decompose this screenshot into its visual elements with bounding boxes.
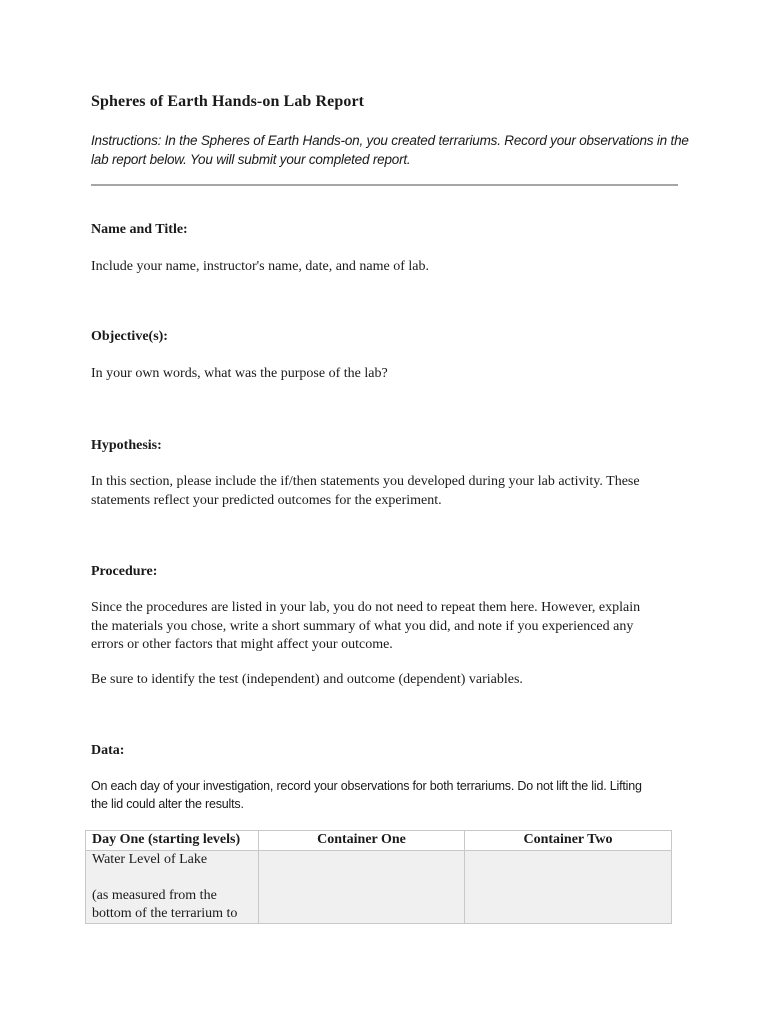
name-title-text: Include your name, instructor's name, date, and name of lab.: [91, 259, 430, 274]
cell-container-two[interactable]: [465, 851, 672, 924]
table-header-container-one: Container One: [259, 831, 465, 851]
horizontal-divider: [91, 184, 678, 186]
variables-text: Be sure to identify the test (independent) and outcome (dependent) variables.: [91, 672, 523, 687]
table-header-day: Day One (starting levels): [86, 831, 259, 851]
procedure-text: Since the procedures are listed in your lab, you do not need to repeat them here. However, explain the materials you chose, write a short summary of what you did, and note if you experienced any errors or other factors that might affect your outcome.: [91, 600, 641, 652]
objectives-text: In your own words, what was the purpose of the lab?: [91, 366, 388, 381]
table-header-row: [86, 831, 672, 851]
instructions-text: Instructions: In the Spheres of Earth Hands-on, you created terrariums. Record your observations in the lab report below. You will submit your completed report.: [91, 133, 689, 167]
row-label-water-level: Water Level of Lake (as measured from the bottom of the terrarium to: [86, 851, 259, 924]
cell-container-one[interactable]: [259, 851, 465, 924]
procedure-heading: Procedure:: [91, 564, 158, 579]
objectives-heading: Objective(s):: [91, 329, 168, 344]
hypothesis-heading: Hypothesis:: [91, 438, 162, 453]
name-title-heading: Name and Title:: [91, 222, 188, 237]
data-heading: Data:: [91, 743, 125, 758]
data-instructions-text: On each day of your investigation, record your observations for both terrariums. Do not lift the lid. Lifting the lid could alter the results.: [91, 779, 642, 811]
table-row: [86, 851, 672, 924]
table-header-container-two: Container Two: [465, 831, 672, 851]
observations-table: [85, 830, 672, 924]
document-title: Spheres of Earth Hands-on Lab Report: [91, 93, 365, 110]
hypothesis-text: In this section, please include the if/then statements you developed during your lab activity. These statements reflect your predicted outcomes for the experiment.: [91, 474, 640, 508]
